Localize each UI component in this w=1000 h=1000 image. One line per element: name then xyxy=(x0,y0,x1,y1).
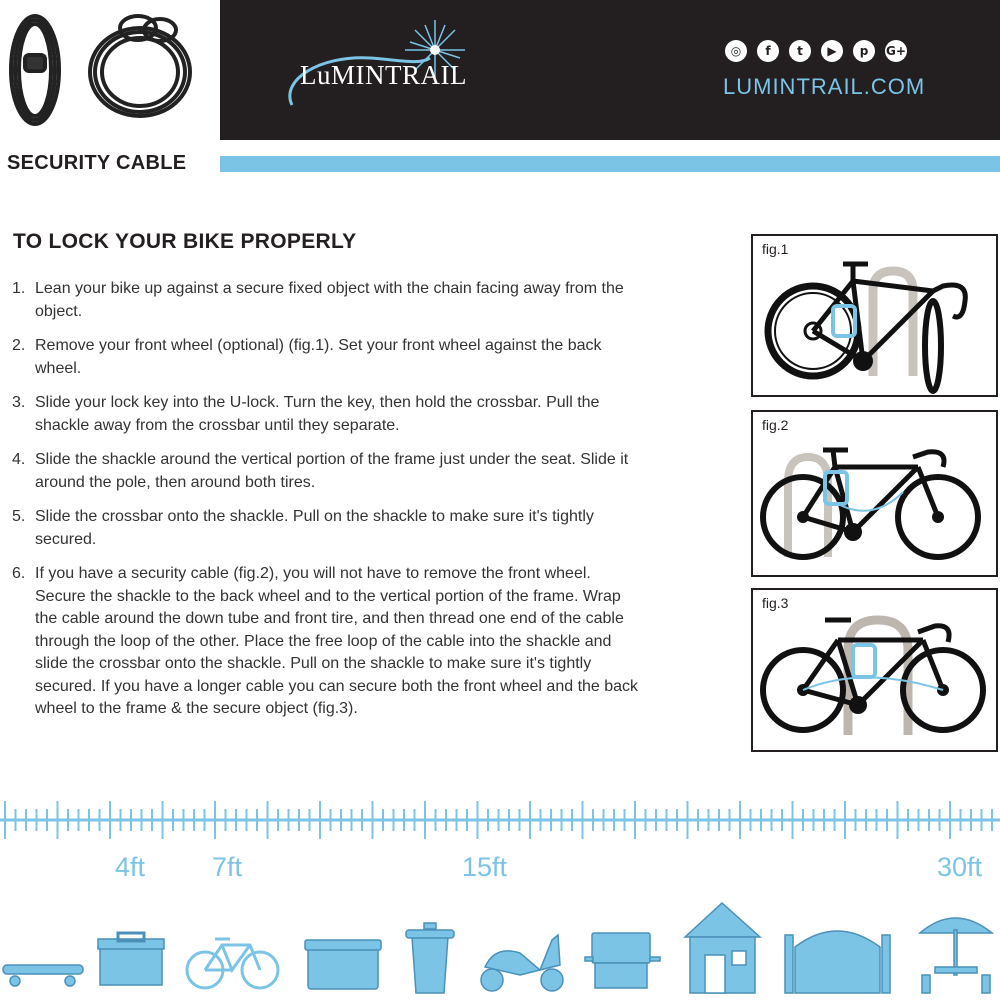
step-number: 4. xyxy=(12,451,26,468)
length-label-30ft: 30ft xyxy=(937,852,983,882)
youtube-icon[interactable]: ▶ xyxy=(821,40,843,62)
step-item xyxy=(12,449,642,494)
step-text: Slide your lock key into the U-lock. Turn the key, then hold the crossbar. Pull the shackle away from the crossbar until they separate. xyxy=(35,394,600,434)
step-text: Remove your front wheel (optional) (fig.1). Set your front wheel against the back wheel. xyxy=(35,337,602,377)
instruction-steps xyxy=(12,278,642,733)
step-number: 2. xyxy=(12,337,26,354)
step-text: Slide the crossbar onto the shackle. Pull on the shackle to make sure it's tightly secured. xyxy=(35,508,594,548)
shed-icon xyxy=(685,903,760,993)
length-label-15ft: 15ft xyxy=(462,852,508,882)
instructions-heading: TO LOCK YOUR BIKE PROPERLY xyxy=(13,230,357,253)
step-text: Slide the shackle around the vertical portion of the frame just under the seat. Slide it around the pole, then around both tires. xyxy=(35,451,629,491)
bike-locked-both-wheels-icon xyxy=(753,590,996,750)
trash-can-icon xyxy=(406,923,454,993)
figure-3 xyxy=(751,588,998,752)
brand-banner xyxy=(220,0,1000,140)
section-label: SECURITY CABLE xyxy=(7,152,187,174)
figure-2 xyxy=(751,410,998,577)
step-item xyxy=(12,392,642,437)
pinterest-icon[interactable]: p xyxy=(853,40,875,62)
facebook-icon[interactable]: f xyxy=(757,40,779,62)
cooler-icon xyxy=(305,940,381,989)
bike-locked-with-cable-icon xyxy=(753,412,996,575)
length-ruler xyxy=(0,795,1000,845)
skateboard-icon xyxy=(3,965,83,986)
length-label-4ft: 4ft xyxy=(115,852,146,882)
toolbox-icon xyxy=(98,933,164,985)
step-item xyxy=(12,278,642,323)
security-cable-images xyxy=(0,0,215,140)
step-item xyxy=(12,335,642,380)
lockable-objects-row xyxy=(0,895,1000,1000)
patio-table-icon xyxy=(920,918,992,993)
gate-icon xyxy=(785,931,890,993)
figure-label: fig.1 xyxy=(762,241,789,257)
cable-loop-icon xyxy=(11,16,59,124)
site-url[interactable]: LUMINTRAIL.COM xyxy=(723,74,926,99)
step-number: 1. xyxy=(12,280,26,297)
cable-coil-icon xyxy=(90,16,190,116)
step-item xyxy=(12,563,642,721)
step-text: If you have a security cable (fig.2), you will not have to remove the front wheel. Secure the shackle to the back wheel and to the vertical portion of the frame. Wrap the cable around the down tube and front tire, and then thread one end of the cable through the loop of the other. Place the free loop of the cable into the shackle and slide the crossbar onto the shackle. Pull on the shackle to make sure it's tightly secured. If you have a longer cable you can secure both the front wheel and the back wheel to the frame & the secure object (fig.3). xyxy=(35,565,639,717)
figure-label: fig.3 xyxy=(762,595,789,611)
step-text: Lean your bike up against a secure fixed object with the chain facing away from the object. xyxy=(35,280,624,320)
step-number: 3. xyxy=(12,394,26,411)
brand-name: LuMINTRAIL xyxy=(300,60,467,90)
google-plus-icon[interactable]: G+ xyxy=(885,40,907,62)
figure-1 xyxy=(751,234,998,397)
instagram-icon[interactable]: ◎ xyxy=(725,40,747,62)
step-item xyxy=(12,506,642,551)
bike-locked-no-front-wheel-icon xyxy=(753,236,996,395)
social-links xyxy=(725,40,907,62)
grill-icon xyxy=(585,933,660,988)
length-label-7ft: 7ft xyxy=(212,852,243,882)
step-number: 5. xyxy=(12,508,26,525)
accent-divider xyxy=(220,156,1000,172)
scooter-icon xyxy=(481,935,563,991)
twitter-icon[interactable]: t xyxy=(789,40,811,62)
bicycle-icon xyxy=(187,939,278,988)
step-number: 6. xyxy=(12,565,26,582)
figure-label: fig.2 xyxy=(762,417,789,433)
